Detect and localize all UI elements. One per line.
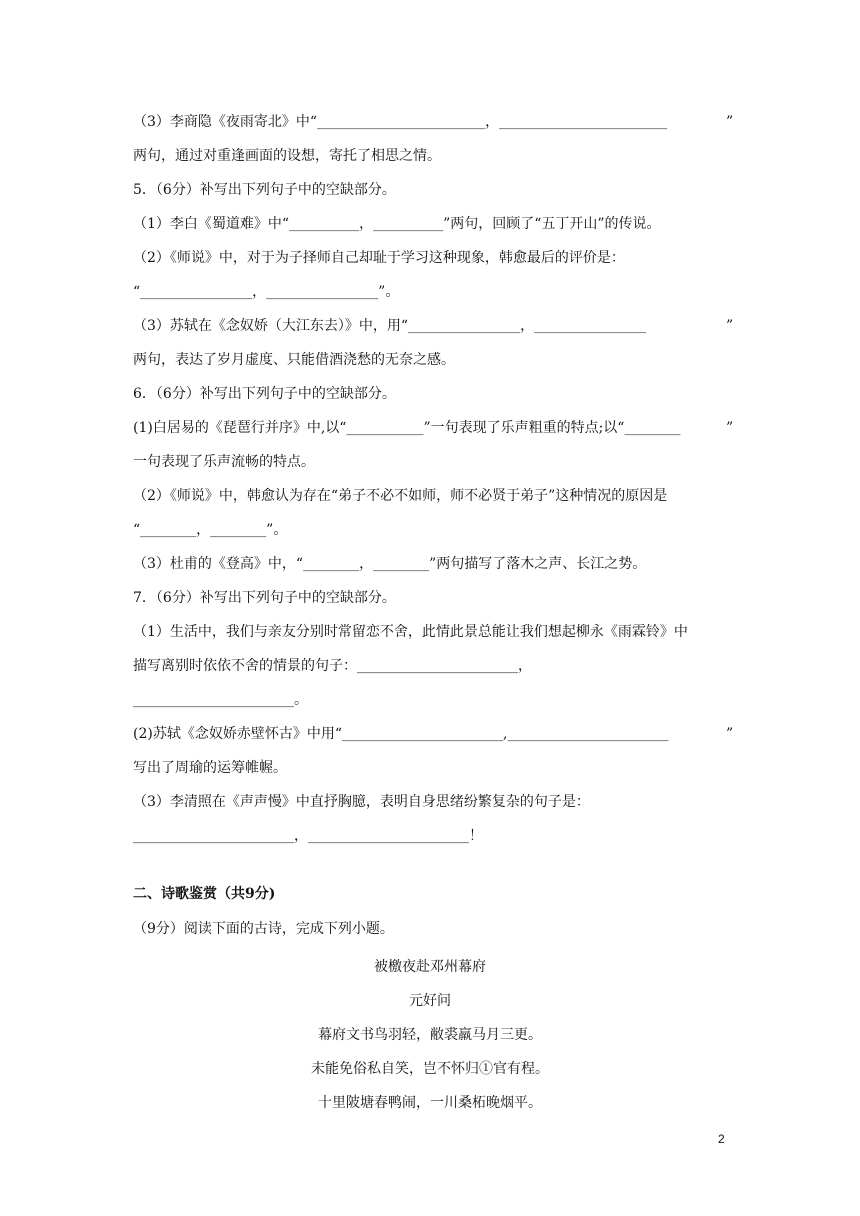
poem-title: 被檄夜赴邓州幕府: [374, 959, 486, 975]
text-line: “________________，________________”。: [133, 284, 400, 300]
poem-line: 未能免俗私自笑，岂不怀归①官有程。: [311, 1061, 549, 1077]
closing-quote: ”: [726, 726, 734, 742]
text-line: (1)白居易的《琵琶行并序》中,以“___________”一句表现了乐声粗重的特点;以“________: [133, 420, 681, 436]
question-heading: 6．（6分）补写出下列句子中的空缺部分。: [133, 386, 396, 402]
text-line: 两句，表达了岁月虚度、只能借酒浇愁的无奈之感。: [133, 352, 455, 368]
text-line: “________，________”。: [133, 522, 288, 538]
closing-quote: ”: [726, 420, 734, 436]
poem-line: 十里陂塘春鸭闹，一川桑柘晚烟平。: [318, 1095, 542, 1111]
question-heading: 5．（6分）补写出下列句子中的空缺部分。: [133, 182, 396, 198]
text-line: （3）苏轼在《念奴娇（大江东去）》中，用“________________，________________: [133, 318, 647, 334]
text-line: （1）李白《蜀道难》中“__________，__________”两句，回顾了“五丁开山”的传说。: [133, 216, 661, 232]
text-line: （1）生活中，我们与亲友分别时常留恋不舍，此情此景总能让我们想起柳永《雨霖铃》中: [133, 624, 688, 640]
text-line: （3）李清照在《声声慢》中直抒胸臆，表明自身思绪纷繁复杂的句子是：: [133, 794, 590, 810]
text-line: （2）《师说》中，对于为子择师自己却耻于学习这种现象，韩愈最后的评价是：: [133, 250, 625, 266]
text-line: (2)苏轼《念奴娇赤壁怀古》中用“_______________________,_______________________: [133, 726, 669, 742]
poem-line: 幕府文书鸟羽轻，敝裘羸马月三更。: [318, 1027, 542, 1043]
closing-quote: ”: [726, 114, 734, 130]
text-line: （2）《师说》中，韩愈认为存在“弟子不必不如师，师不必贤于弟子”这种情况的原因是: [133, 488, 668, 504]
text-line: （3）李商隐《夜雨寄北》中“________________________，________________________: [133, 114, 668, 130]
closing-quote: ”: [726, 318, 734, 334]
text-line: _______________________，_______________________！: [133, 828, 483, 844]
poem-author: 元好问: [409, 993, 451, 1009]
page-number: 2: [718, 1132, 725, 1146]
text-line: _______________________。: [133, 692, 308, 708]
text-line: 一句表现了乐声流畅的特点。: [133, 454, 315, 470]
text-line: 描写离别时依依不舍的情景的句子：_______________________，: [133, 658, 532, 674]
text-line: 写出了周瑜的运筹帷幄。: [133, 760, 287, 776]
text-line: 两句，通过对重逢画面的设想，寄托了相思之情。: [133, 148, 441, 164]
section-intro: （9分）阅读下面的古诗，完成下列小题。: [133, 921, 394, 937]
section-title: 二、诗歌鉴赏（共9分): [133, 886, 276, 902]
question-heading: 7．（6分）补写出下列句子中的空缺部分。: [133, 590, 396, 606]
text-line: （3）杜甫的《登高》中，“________，________”两句描写了落木之声、长江之势。: [133, 556, 647, 572]
